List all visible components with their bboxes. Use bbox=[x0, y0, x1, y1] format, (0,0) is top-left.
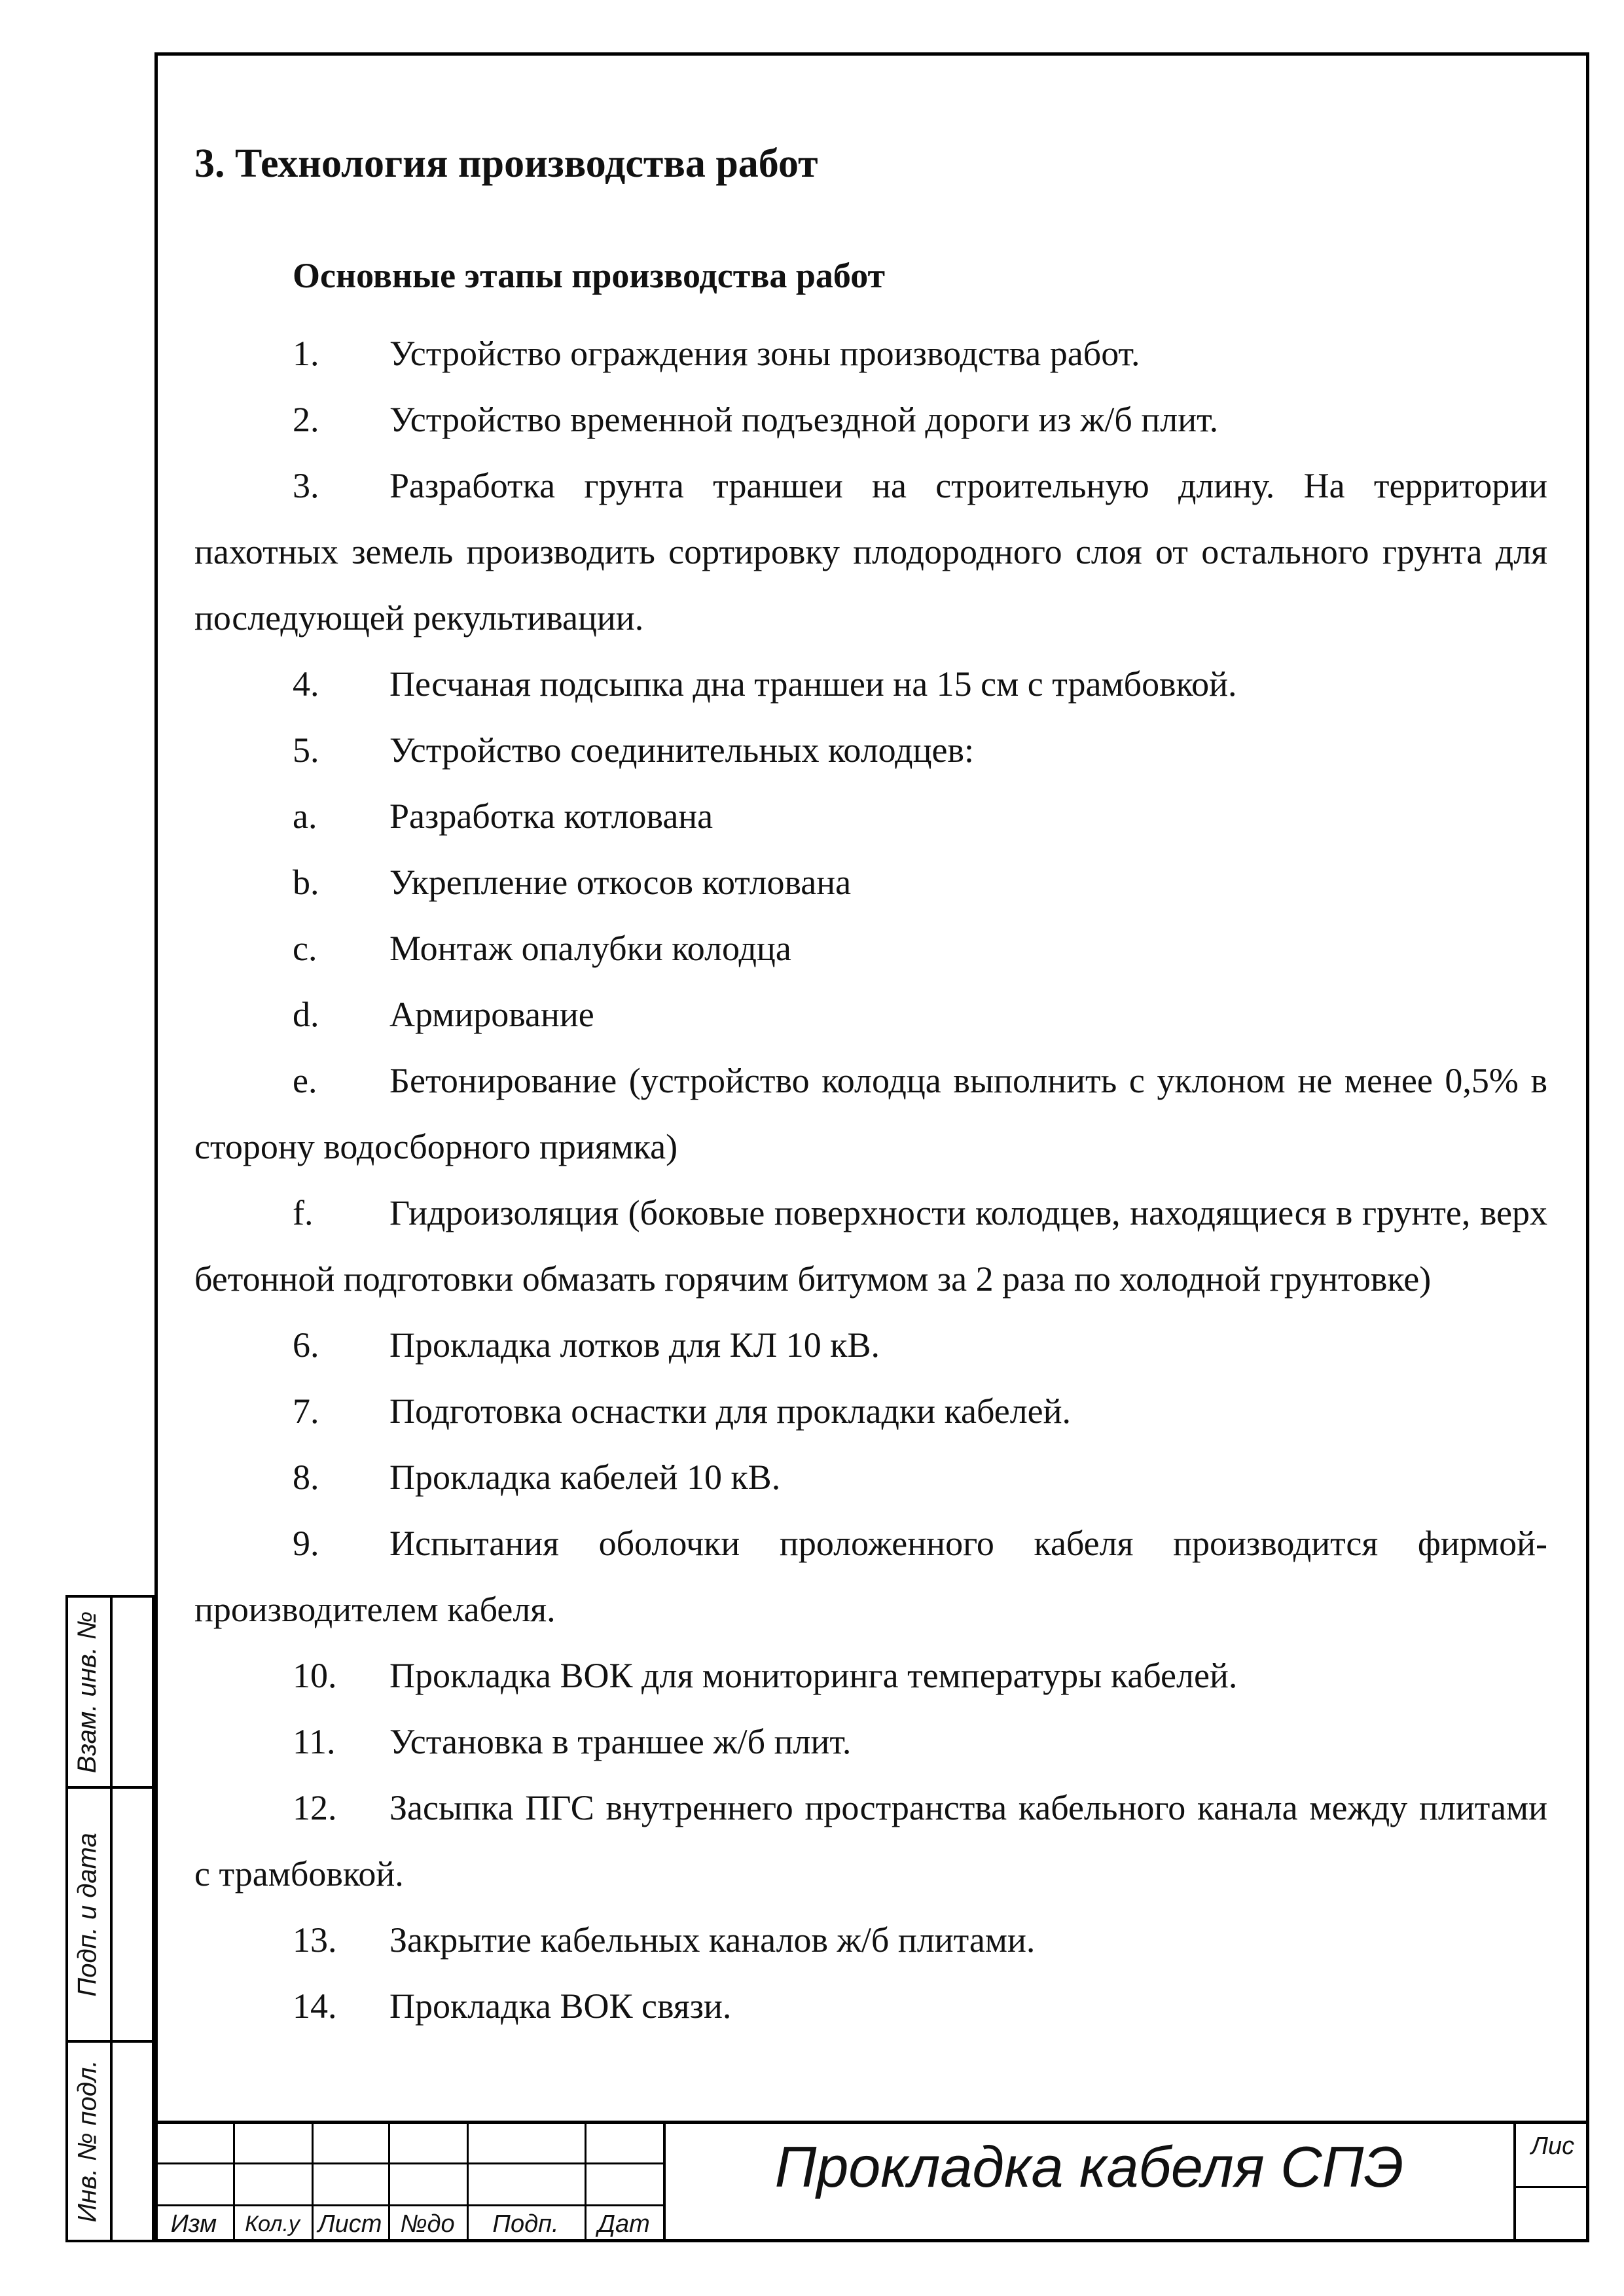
list-item-number: 12. bbox=[293, 1788, 337, 1827]
stamp-label-replacement: Взам. инв. № bbox=[73, 1611, 102, 1773]
section-title: 3. Технология производства работ bbox=[194, 141, 818, 186]
header-quantity: Кол.у bbox=[245, 2211, 300, 2236]
list-item-text: Разработка грунта траншеи на строительную длину. На территории пахотных земель производить сортировку плодородного слоя от остального грунта для последующей рекультивации. bbox=[194, 466, 1547, 637]
list-item bbox=[194, 1048, 1547, 1180]
list-item-text: Укрепление откосов котлована bbox=[389, 863, 852, 902]
list-item-number: 3. bbox=[293, 466, 319, 505]
header-change: Изм bbox=[170, 2210, 217, 2238]
list-item-number: 5. bbox=[293, 730, 319, 770]
document-title: Прокладка кабеля СПЭ bbox=[774, 2134, 1404, 2199]
list-item-number: 14. bbox=[293, 1986, 337, 2026]
list-item bbox=[194, 1312, 1547, 1378]
list-item-number: a. bbox=[293, 797, 317, 836]
list-item-text: Устройство временной подъездной дороги из ж/б плит. bbox=[389, 400, 1219, 439]
list-item-text: Монтаж опалубки колодца bbox=[389, 929, 791, 968]
list-item bbox=[194, 1643, 1547, 1709]
left-stamp-column bbox=[65, 1595, 154, 2242]
list-item-text: Прокладка лотков для КЛ 10 кВ. bbox=[389, 1325, 880, 1365]
list-item-number: d. bbox=[293, 995, 319, 1034]
list-item bbox=[194, 1973, 1547, 2039]
list-item-number: b. bbox=[293, 863, 319, 902]
header-sheet: Лист bbox=[317, 2210, 382, 2238]
list-item bbox=[194, 982, 1547, 1048]
list-item bbox=[194, 1709, 1547, 1775]
list-item bbox=[194, 1444, 1547, 1511]
list-item-text: Устройство соединительных колодцев: bbox=[389, 730, 974, 770]
list-item-text: Разработка котлована bbox=[389, 797, 713, 836]
list-item-number: 11. bbox=[293, 1722, 336, 1761]
stamp-label-signature-date: Подп. и дата bbox=[73, 1832, 102, 1997]
list-item bbox=[194, 1180, 1547, 1312]
list-item-text: Прокладка кабелей 10 кВ. bbox=[389, 1458, 781, 1497]
list-item-text: Бетонирование (устройство колодца выполнить с уклоном не менее 0,5% в сторону водосборного приямка) bbox=[194, 1061, 1547, 1166]
list-item bbox=[194, 453, 1547, 651]
list-item-number: 7. bbox=[293, 1391, 319, 1431]
list-item-number: 9. bbox=[293, 1524, 319, 1563]
title-block bbox=[154, 2121, 1589, 2242]
stamp-label-original-inv: Инв. № подл. bbox=[73, 2060, 102, 2223]
list-item-text: Испытания оболочки проложенного кабеля производится фирмой-производителем кабеля. bbox=[194, 1524, 1547, 1629]
list-item-text: Подготовка оснастки для прокладки кабелей. bbox=[389, 1391, 1072, 1431]
list-item-number: f. bbox=[293, 1193, 314, 1232]
list-item-number: 4. bbox=[293, 664, 319, 704]
list-item-text: Прокладка ВОК для мониторинга температуры кабелей. bbox=[389, 1656, 1238, 1695]
list-item bbox=[194, 321, 1547, 387]
list-item bbox=[194, 1511, 1547, 1643]
list-item-number: 1. bbox=[293, 334, 319, 373]
list-item-number: 10. bbox=[293, 1656, 337, 1695]
list-item-number: e. bbox=[293, 1061, 317, 1100]
list-item bbox=[194, 850, 1547, 916]
list-item-text: Песчаная подсыпка дна траншеи на 15 см с трамбовкой. bbox=[389, 664, 1237, 704]
list-item bbox=[194, 651, 1547, 717]
header-signature: Подп. bbox=[492, 2210, 559, 2238]
work-stages-list bbox=[194, 321, 1547, 2039]
list-item bbox=[194, 1378, 1547, 1444]
header-doc-number: №до bbox=[400, 2210, 455, 2238]
list-item-number: 2. bbox=[293, 400, 319, 439]
list-item bbox=[194, 1775, 1547, 1907]
list-item-number: 6. bbox=[293, 1325, 319, 1365]
list-item-text: Установка в траншее ж/б плит. bbox=[389, 1722, 852, 1761]
list-item bbox=[194, 1907, 1547, 1973]
list-item-text: Гидроизоляция (боковые поверхности колодцев, находящиеся в грунте, верх бетонной подготовки обмазать горячим битумом за 2 раза по холодной грунтовке) bbox=[194, 1193, 1547, 1299]
header-date: Дат bbox=[598, 2210, 650, 2238]
subheading: Основные этапы производства работ bbox=[293, 256, 886, 295]
list-item bbox=[194, 717, 1547, 783]
list-item-text: Закрытие кабельных каналов ж/б плитами. bbox=[389, 1920, 1036, 1960]
list-item-number: c. bbox=[293, 929, 317, 968]
list-item-text: Армирование bbox=[389, 995, 594, 1034]
list-item-text: Засыпка ПГС внутреннего пространства кабельного канала между плитами с трамбовкой. bbox=[194, 1788, 1547, 1893]
list-item-text: Устройство ограждения зоны производства работ. bbox=[389, 334, 1140, 373]
list-item bbox=[194, 916, 1547, 982]
list-item-number: 13. bbox=[293, 1920, 337, 1960]
list-item bbox=[194, 783, 1547, 850]
list-item bbox=[194, 387, 1547, 453]
list-item-number: 8. bbox=[293, 1458, 319, 1497]
list-item-text: Прокладка ВОК связи. bbox=[389, 1986, 732, 2026]
sheet-label: Лис bbox=[1530, 2132, 1575, 2160]
